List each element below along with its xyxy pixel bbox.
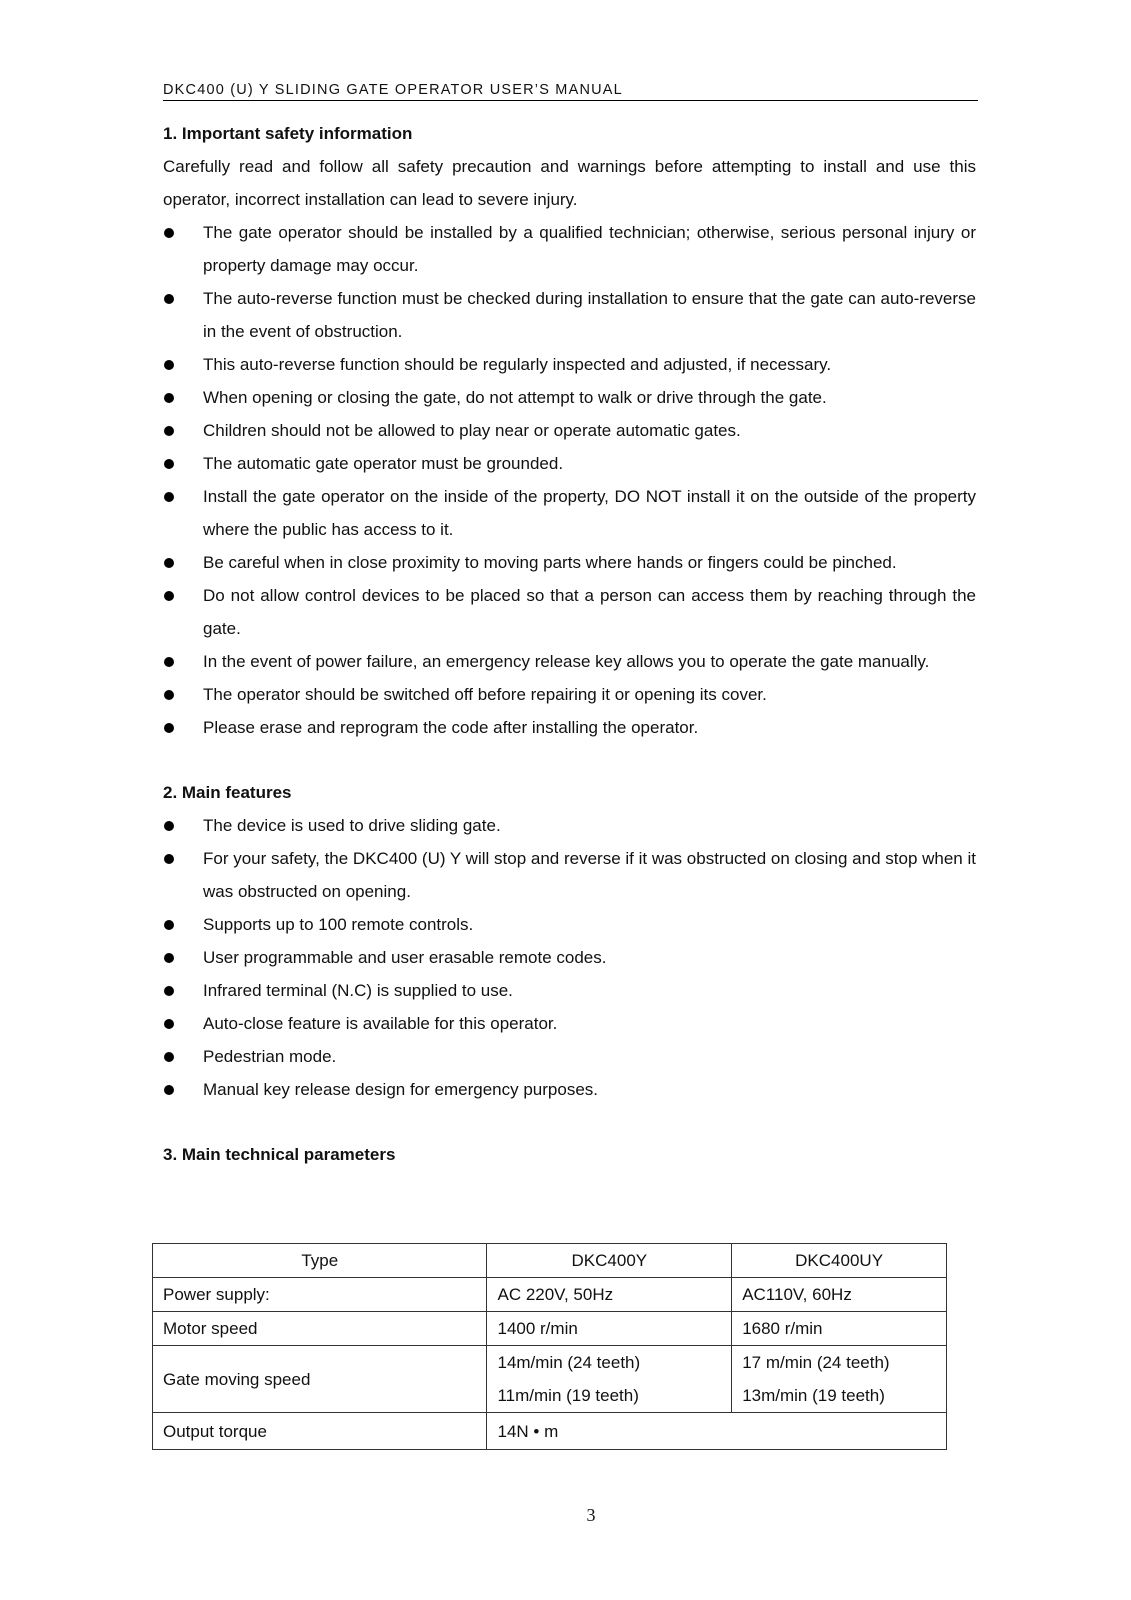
- section-heading-parameters: 3. Main technical parameters: [163, 1145, 396, 1164]
- page-content: [163, 118, 976, 1171]
- list-item-text: The device is used to drive sliding gate.: [203, 816, 501, 835]
- list-item-text: Install the gate operator on the inside of the property, DO NOT install it on the outside of the property where the public has access to it.: [203, 487, 976, 539]
- running-header: DKC400 (U) Y SLIDING GATE OPERATOR USER’S MANUAL: [163, 82, 978, 101]
- list-item-text: Do not allow control devices to be placed so that a person can access them by reaching through the gate.: [203, 586, 976, 638]
- bullet-icon: [164, 393, 174, 403]
- row-label: Gate moving speed: [153, 1346, 487, 1413]
- bullet-icon: [164, 591, 174, 601]
- table-cell: 1400 r/min: [487, 1312, 732, 1346]
- bullet-icon: [164, 294, 174, 304]
- bullet-icon: [164, 690, 174, 700]
- list-item: [163, 645, 976, 678]
- column-header-type: Type: [153, 1244, 487, 1278]
- list-item: [163, 711, 976, 744]
- list-item: [163, 381, 976, 414]
- bullet-icon: [164, 1019, 174, 1029]
- list-item-text: Supports up to 100 remote controls.: [203, 915, 474, 934]
- bullet-icon: [164, 723, 174, 733]
- list-item-text: User programmable and user erasable remote codes.: [203, 948, 607, 967]
- cell-line: 14m/min (24 teeth): [497, 1353, 641, 1372]
- page-number: 3: [586, 1505, 596, 1525]
- table-row: [153, 1346, 947, 1413]
- list-item: [163, 1040, 976, 1073]
- list-item-text: Auto-close feature is available for this operator.: [203, 1014, 558, 1033]
- bullet-icon: [164, 854, 174, 864]
- list-item: [163, 447, 976, 480]
- safety-list: [163, 216, 976, 744]
- table-cell: 14N • m: [487, 1413, 947, 1450]
- table-cell: AC 220V, 50Hz: [487, 1278, 732, 1312]
- list-item-text: The operator should be switched off before repairing it or opening its cover.: [203, 685, 767, 704]
- list-item: [163, 1073, 976, 1106]
- column-header-dkc400y: DKC400Y: [487, 1244, 732, 1278]
- row-label: Motor speed: [153, 1312, 487, 1346]
- safety-intro: Carefully read and follow all safety precaution and warnings before attempting to install and use this operator, incorrect installation can lead to severe injury.: [163, 157, 976, 209]
- cell-line: 13m/min (19 teeth): [742, 1386, 885, 1405]
- bullet-icon: [164, 920, 174, 930]
- list-item: [163, 414, 976, 447]
- list-item: [163, 842, 976, 908]
- bullet-icon: [164, 228, 174, 238]
- section-spacer: [163, 744, 976, 777]
- list-item-text: This auto-reverse function should be regularly inspected and adjusted, if necessary.: [203, 355, 832, 374]
- table-cell: 1680 r/min: [732, 1312, 947, 1346]
- list-item: [163, 908, 976, 941]
- list-item-text: Please erase and reprogram the code after installing the operator.: [203, 718, 699, 737]
- bullet-icon: [164, 426, 174, 436]
- list-item: [163, 974, 976, 1007]
- list-item: [163, 480, 976, 546]
- list-item-text: Infrared terminal (N.C) is supplied to use.: [203, 981, 513, 1000]
- table-cell: AC110V, 60Hz: [732, 1278, 947, 1312]
- table-header-row: [153, 1244, 947, 1278]
- list-item-text: For your safety, the DKC400 (U) Y will stop and reverse if it was obstructed on closing and stop when it was obstructed on opening.: [203, 849, 976, 901]
- section-heading-safety: 1. Important safety information: [163, 124, 413, 143]
- column-header-dkc400uy: DKC400UY: [732, 1244, 947, 1278]
- list-item: [163, 809, 976, 842]
- features-list: [163, 809, 976, 1106]
- table-row: [153, 1312, 947, 1346]
- row-label: Power supply:: [153, 1278, 487, 1312]
- table-row: [153, 1278, 947, 1312]
- bullet-icon: [164, 558, 174, 568]
- bullet-icon: [164, 986, 174, 996]
- list-item-text: The automatic gate operator must be grounded.: [203, 454, 564, 473]
- list-item: [163, 579, 976, 645]
- list-item: [163, 282, 976, 348]
- list-item-text: Manual key release design for emergency purposes.: [203, 1080, 598, 1099]
- list-item-text: When opening or closing the gate, do not attempt to walk or drive through the gate.: [203, 388, 827, 407]
- bullet-icon: [164, 821, 174, 831]
- bullet-icon: [164, 953, 174, 963]
- cell-line: 11m/min (19 teeth): [497, 1386, 639, 1405]
- list-item-text: Be careful when in close proximity to moving parts where hands or fingers could be pinched.: [203, 553, 897, 572]
- list-item: [163, 216, 976, 282]
- row-label: Output torque: [153, 1413, 487, 1450]
- bullet-icon: [164, 1052, 174, 1062]
- list-item-text: In the event of power failure, an emergency release key allows you to operate the gate manually.: [203, 652, 930, 671]
- list-item: [163, 1007, 976, 1040]
- list-item: [163, 546, 976, 579]
- table-row: [153, 1413, 947, 1450]
- section-heading-features: 2. Main features: [163, 783, 292, 802]
- list-item-text: Pedestrian mode.: [203, 1047, 337, 1066]
- list-item: [163, 678, 976, 711]
- bullet-icon: [164, 492, 174, 502]
- cell-line: 17 m/min (24 teeth): [742, 1353, 890, 1372]
- table-cell: [732, 1346, 947, 1413]
- list-item: [163, 941, 976, 974]
- bullet-icon: [164, 657, 174, 667]
- list-item-text: The auto-reverse function must be checked during installation to ensure that the gate can auto-reverse in the event of obstruction.: [203, 289, 976, 341]
- list-item: [163, 348, 976, 381]
- bullet-icon: [164, 459, 174, 469]
- list-item-text: Children should not be allowed to play near or operate automatic gates.: [203, 421, 741, 440]
- bullet-icon: [164, 1085, 174, 1095]
- bullet-icon: [164, 360, 174, 370]
- technical-parameters-table: [152, 1243, 947, 1450]
- list-item-text: The gate operator should be installed by a qualified technician; otherwise, serious personal injury or property damage may occur.: [203, 223, 976, 275]
- table-cell: [487, 1346, 732, 1413]
- section-spacer: [163, 1106, 976, 1139]
